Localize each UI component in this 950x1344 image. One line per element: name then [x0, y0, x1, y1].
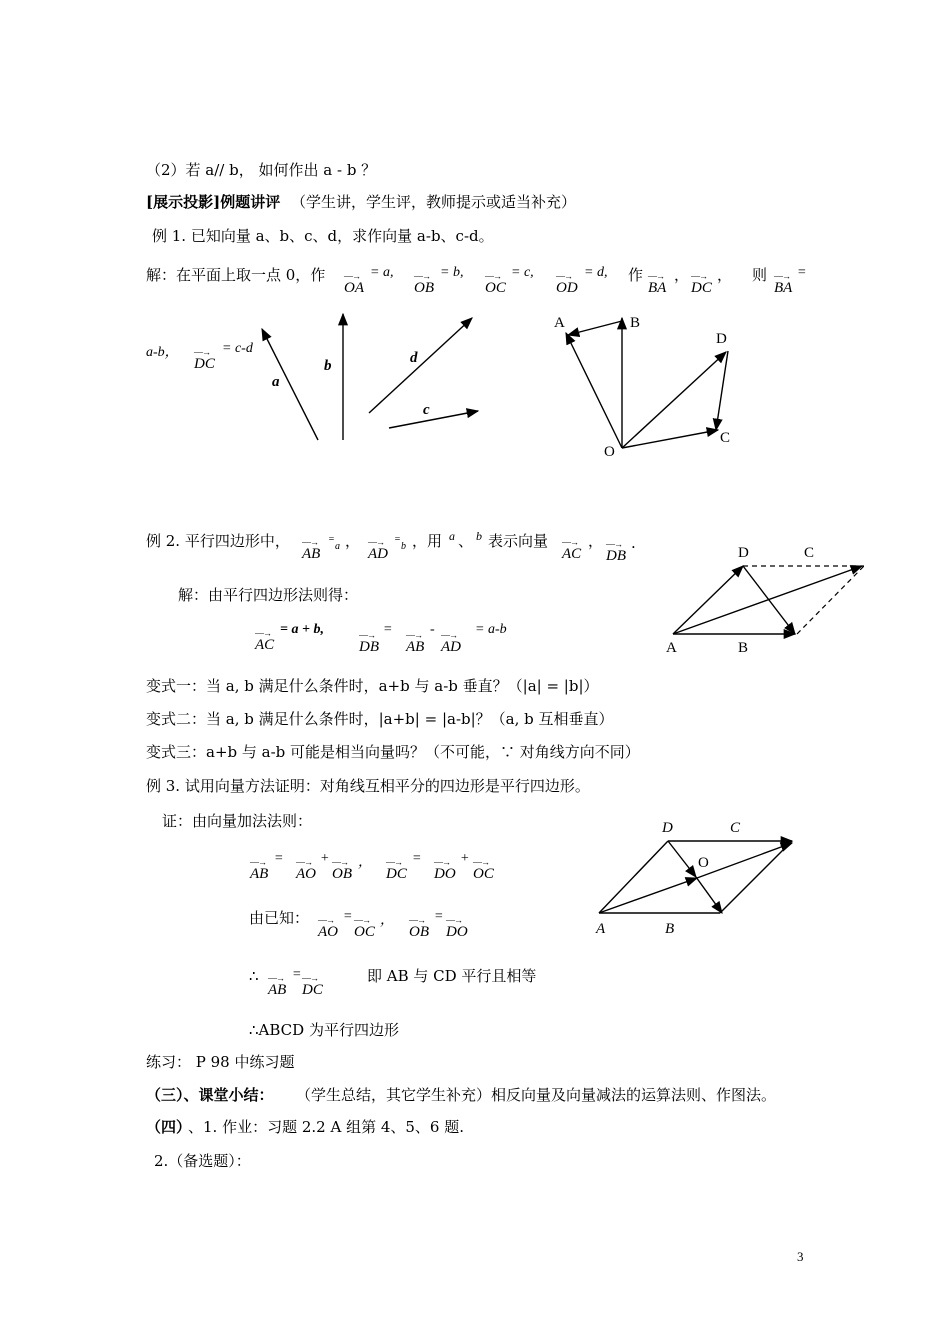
minus-sign: - — [430, 622, 435, 637]
vector-BA-arrow — [568, 321, 622, 335]
example-3: 例 3. 试用向量方法证明：对角线互相平分的四边形是平行四边形。 — [146, 777, 590, 795]
sum-a-b: = a + b, — [280, 622, 324, 637]
eq-a-small: = — [328, 534, 335, 545]
solution-2: 解：由平行四边形法则得： — [178, 586, 359, 604]
proof-intro: 证：由向量加法法则： — [162, 812, 313, 830]
eq-6: = — [434, 909, 444, 924]
vector-OD: —→ OD — [556, 271, 578, 296]
eq-sign-2: = — [383, 622, 393, 637]
vector-AB: —→ AB — [302, 537, 321, 562]
vector-a-arrow — [262, 329, 318, 440]
comma-1: ， — [674, 266, 690, 284]
edge-BC-dashed — [797, 566, 864, 634]
vector-OC: —→ OC — [485, 271, 506, 296]
vector-AD: —→ AD — [368, 537, 388, 562]
vector-OB-known: —→ OB — [409, 915, 429, 940]
eq-b: = b, — [440, 265, 464, 280]
parallel-statement: 即 AB 与 CD 平行且相等 — [367, 967, 537, 985]
b-sym: b — [476, 529, 482, 543]
plus-1: + — [320, 851, 330, 866]
vector-AB-proof: —→ AB — [250, 857, 269, 882]
use-text: ，用 — [412, 532, 443, 550]
vector-BA-result: —→ BA — [774, 271, 793, 296]
plus-2: + — [460, 851, 470, 866]
label-B: B — [665, 921, 675, 937]
eq-3: = — [274, 851, 284, 866]
therefore-2: ∴ABCD 为平行四边形 — [249, 1021, 399, 1039]
eq-a: = a, — [370, 265, 394, 280]
vector-BA: —→ BA — [648, 271, 667, 296]
b-small: b — [401, 541, 406, 552]
vector-AC-sol: —→ AC — [255, 628, 275, 653]
label-c: c — [423, 402, 430, 418]
summary-text: （学生总结，其它学生补充）相反向量及向量减法的运算法则、作图法。 — [296, 1086, 777, 1104]
period: . — [631, 534, 636, 552]
label-C: C — [720, 430, 731, 446]
comma-3: ， — [345, 532, 361, 550]
solution-1-intro: 解：在平面上取一点 0，作 — [146, 266, 326, 284]
comma-6: ， — [380, 913, 394, 928]
label-b: b — [324, 358, 332, 374]
vector-DO-proof: —→ DO — [434, 857, 456, 882]
label-D: D — [738, 545, 749, 561]
practice-line: 练习： P 98 中练习题 — [146, 1053, 295, 1071]
represent-text: 表示向量 — [488, 532, 549, 550]
eq-b-small: = — [394, 534, 401, 545]
eq-c: = c, — [511, 265, 534, 280]
label-a: a — [272, 374, 280, 390]
eq-d: = d, — [584, 265, 608, 280]
label-O: O — [698, 855, 709, 871]
label-D: D — [662, 820, 673, 836]
page-number: 3 — [797, 1249, 804, 1264]
vector-OB: —→ OB — [414, 271, 434, 296]
c-minus-d: = c-d — [222, 341, 253, 356]
variant-1: 变式一：当 a, b 满足什么条件时，a+b 与 a-b 垂直？（|a| = |b|） — [146, 677, 599, 695]
a-small: a — [335, 541, 340, 552]
label-A: A — [666, 640, 677, 656]
vector-OB-arrow — [696, 877, 722, 913]
known-text: 由已知： — [249, 909, 310, 927]
vector-AO-proof: —→ AO — [296, 857, 316, 882]
eq-sign: = — [797, 265, 807, 280]
vector-AD-arrow — [673, 566, 743, 634]
vector-AB-sol: —→ AB — [406, 630, 425, 655]
label-B: B — [738, 640, 749, 656]
label-D: D — [716, 331, 727, 347]
vector-DB-sol: —→ DB — [359, 630, 379, 655]
vector-OC-arrow — [622, 430, 718, 448]
question-2: （2）若 a// b， 如何作出 a - b ？ — [146, 161, 377, 179]
label-B: B — [630, 315, 641, 331]
vector-AC: —→ AC — [562, 537, 582, 562]
label-A: A — [596, 921, 606, 937]
eq-5: = — [343, 909, 353, 924]
label-C: C — [730, 820, 741, 836]
a-sym: a — [449, 529, 455, 543]
vector-DC-result: —→ DC — [194, 347, 215, 372]
vector-DC-proof: —→ DC — [386, 857, 407, 882]
variant-3: 变式三：a+b 与 a-b 可能是相当向量吗？（不可能，∵ 对角线方向不同） — [146, 743, 640, 761]
vector-AC-arrow — [673, 566, 862, 634]
label-A: A — [554, 315, 565, 331]
vector-AO-known: —→ AO — [318, 915, 338, 940]
example-1: 例 1. 已知向量 a、b、c、d，求作向量 a-b、c-d。 — [152, 227, 494, 245]
vector-OA-arrow — [566, 333, 622, 448]
vector-AB-conclusion: —→ AB — [268, 973, 287, 998]
summary-label: （三）、课堂小结： — [146, 1086, 274, 1104]
vector-d-arrow — [369, 318, 472, 413]
zuo-text: 作 — [628, 266, 644, 284]
homework-text: 、1. 作业：习题 2.2 A 组第 4、5、6 题. — [188, 1118, 465, 1136]
vector-DC-conclusion: —→ DC — [302, 973, 323, 998]
variant-2: 变式二：当 a, b 满足什么条件时，|a+b| = |a-b|？（a, b 互相垂直） — [146, 710, 614, 728]
vector-AO-arrow — [599, 878, 697, 913]
example-2: 例 2. 平行四边形中， — [146, 532, 290, 550]
vector-OC-known: —→ OC — [354, 915, 375, 940]
vector-OC-arrow — [697, 843, 792, 878]
homework-2: 2.（备选题）： — [154, 1152, 251, 1170]
label-O: O — [604, 444, 615, 460]
vector-DB-arrow — [743, 566, 795, 634]
vector-OD-arrow — [622, 352, 726, 448]
a-minus-b: a-b， — [146, 345, 179, 360]
vector-DO-known: —→ DO — [446, 915, 468, 940]
edge-BC — [720, 841, 792, 913]
comma-2: ， — [717, 266, 733, 284]
homework-label: （四） — [146, 1118, 192, 1136]
vector-DC: —→ DC — [691, 271, 712, 296]
vector-OA: —→ OA — [344, 271, 364, 296]
edge-AD — [599, 841, 668, 913]
dun-hao: 、 — [458, 532, 474, 550]
comma-5: ， — [358, 855, 372, 870]
vector-OB-proof: —→ OB — [332, 857, 352, 882]
vector-c-arrow — [389, 411, 478, 428]
vector-AD-sol: —→ AD — [441, 630, 461, 655]
section-heading-show: [展示投影]例题讲评 — [146, 193, 281, 211]
therefore-1: ∴ — [249, 967, 259, 985]
diff-a-b: = a-b — [475, 622, 507, 637]
eq-4: = — [412, 851, 422, 866]
section-heading-note: （学生讲，学生评，教师提示或适当补充） — [291, 193, 577, 211]
vector-DO-arrow — [668, 841, 696, 877]
ze-text: 则 — [752, 266, 768, 284]
vector-OC-proof: —→ OC — [473, 857, 494, 882]
label-C: C — [804, 545, 815, 561]
comma-4: ， — [588, 532, 604, 550]
vector-DB: —→ DB — [606, 539, 626, 564]
eq-7: = — [292, 967, 302, 982]
label-d: d — [410, 350, 418, 366]
vector-DC-arrow — [716, 351, 728, 430]
